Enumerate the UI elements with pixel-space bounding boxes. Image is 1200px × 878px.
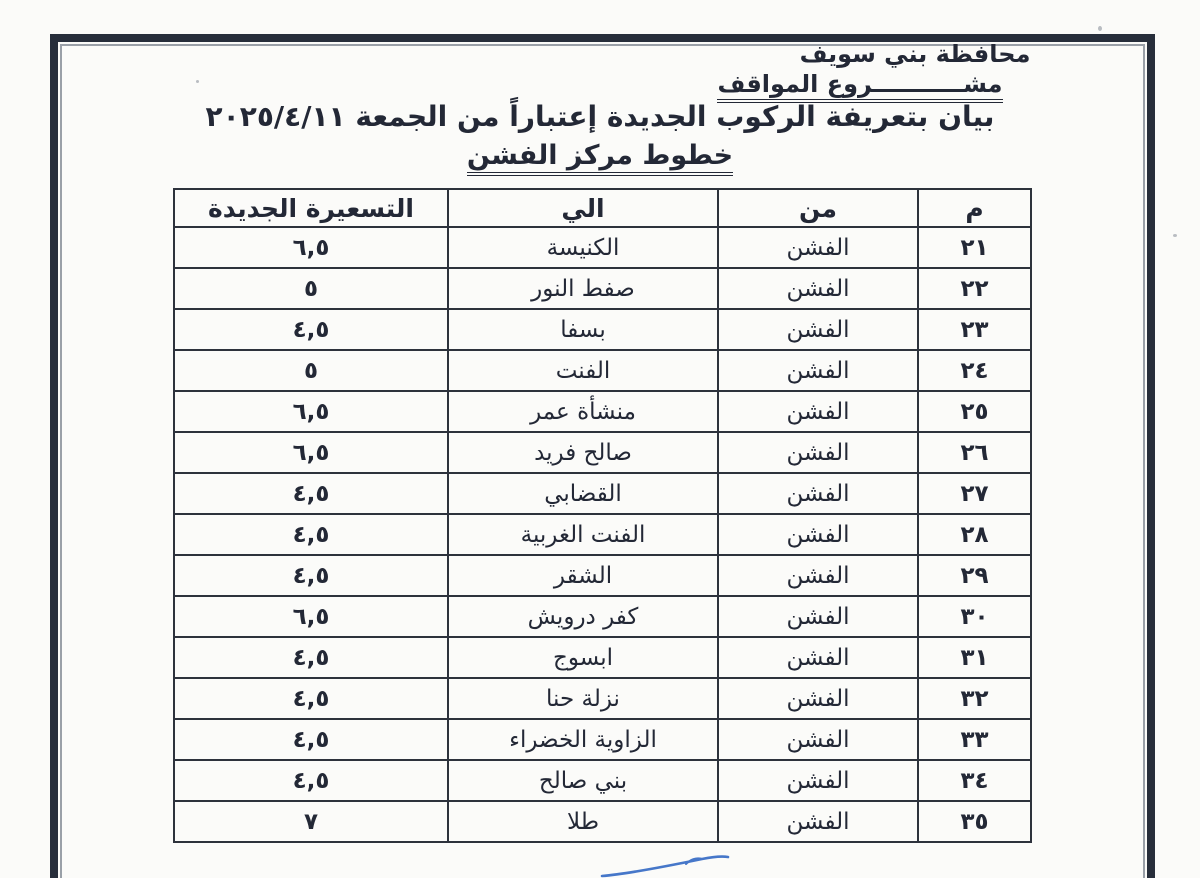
cell-to: ابسوج (448, 637, 718, 678)
cell-fare: ٤,٥ (174, 678, 448, 719)
cell-to: كفر درويش (448, 596, 718, 637)
header-from: من (718, 189, 918, 227)
fare-table (173, 188, 1032, 843)
fare-table-body (174, 227, 1031, 842)
cell-num: ٢٥ (918, 391, 1031, 432)
table-row (174, 555, 1031, 596)
cell-num: ٣٠ (918, 596, 1031, 637)
cell-from: الفشن (718, 596, 918, 637)
cell-from: الفشن (718, 268, 918, 309)
cell-from: الفشن (718, 555, 918, 596)
cell-from: الفشن (718, 473, 918, 514)
cell-from: الفشن (718, 760, 918, 801)
document-title: بيان بتعريفة الركوب الجديدة إعتباراً من الجمعة ٢٠٢٥/٤/١١ (205, 100, 995, 133)
cell-num: ٣١ (918, 637, 1031, 678)
cell-from: الفشن (718, 432, 918, 473)
cell-to: صالح فريد (448, 432, 718, 473)
cell-from: الفشن (718, 719, 918, 760)
cell-to: الفنت (448, 350, 718, 391)
cell-to: الكنيسة (448, 227, 718, 268)
project-name (690, 70, 1030, 98)
cell-from: الفشن (718, 227, 918, 268)
cell-to: طلا (448, 801, 718, 842)
cell-to: القضابي (448, 473, 718, 514)
cell-fare: ٦,٥ (174, 391, 448, 432)
cell-fare: ٦,٥ (174, 227, 448, 268)
table-row (174, 801, 1031, 842)
cell-num: ٢٤ (918, 350, 1031, 391)
header-new-fare: التسعيرة الجديدة (174, 189, 448, 227)
cell-to: الزاوية الخضراء (448, 719, 718, 760)
scan-speck (1173, 234, 1177, 237)
table-row (174, 268, 1031, 309)
cell-num: ٢٩ (918, 555, 1031, 596)
table-row (174, 514, 1031, 555)
cell-to: بسفا (448, 309, 718, 350)
cell-num: ٢٨ (918, 514, 1031, 555)
cell-fare: ٤,٥ (174, 514, 448, 555)
cell-fare: ٤,٥ (174, 719, 448, 760)
table-row (174, 309, 1031, 350)
cell-to: الفنت الغربية (448, 514, 718, 555)
cell-fare: ٧ (174, 801, 448, 842)
scan-speck (1098, 26, 1102, 31)
cell-fare: ٥ (174, 350, 448, 391)
table-row (174, 760, 1031, 801)
scan-speck (196, 80, 199, 83)
cell-fare: ٥ (174, 268, 448, 309)
cell-num: ٢٣ (918, 309, 1031, 350)
project-name-text: مشـــــــــــروع المواقف (717, 70, 1002, 103)
header-number: م (918, 189, 1031, 227)
cell-num: ٢١ (918, 227, 1031, 268)
cell-num: ٣٢ (918, 678, 1031, 719)
blue-pen-stroke (598, 852, 733, 878)
table-row (174, 227, 1031, 268)
cell-from: الفشن (718, 350, 918, 391)
table-row (174, 350, 1031, 391)
cell-num: ٢٢ (918, 268, 1031, 309)
cell-num: ٣٤ (918, 760, 1031, 801)
cell-from: الفشن (718, 801, 918, 842)
cell-to: بني صالح (448, 760, 718, 801)
cell-from: الفشن (718, 637, 918, 678)
table-row (174, 678, 1031, 719)
table-row (174, 596, 1031, 637)
cell-fare: ٦,٥ (174, 596, 448, 637)
section-title-text: خطوط مركز الفشن (467, 140, 733, 176)
table-row (174, 432, 1031, 473)
cell-to: منشأة عمر (448, 391, 718, 432)
cell-to: الشقر (448, 555, 718, 596)
header-to: الي (448, 189, 718, 227)
cell-from: الفشن (718, 514, 918, 555)
table-row (174, 391, 1031, 432)
cell-fare: ٤,٥ (174, 473, 448, 514)
cell-fare: ٤,٥ (174, 637, 448, 678)
cell-num: ٢٦ (918, 432, 1031, 473)
table-row (174, 473, 1031, 514)
cell-fare: ٤,٥ (174, 555, 448, 596)
cell-fare: ٤,٥ (174, 309, 448, 350)
cell-from: الفشن (718, 678, 918, 719)
cell-from: الفشن (718, 391, 918, 432)
cell-num: ٣٥ (918, 801, 1031, 842)
cell-fare: ٤,٥ (174, 760, 448, 801)
table-header-row (174, 189, 1031, 227)
table-row (174, 637, 1031, 678)
section-title (150, 140, 1050, 171)
table-row (174, 719, 1031, 760)
cell-num: ٢٧ (918, 473, 1031, 514)
cell-from: الفشن (718, 309, 918, 350)
cell-to: صفط النور (448, 268, 718, 309)
cell-num: ٣٣ (918, 719, 1031, 760)
governorate-name: محافظة بني سويف (799, 40, 1031, 68)
cell-to: نزلة حنا (448, 678, 718, 719)
cell-fare: ٦,٥ (174, 432, 448, 473)
